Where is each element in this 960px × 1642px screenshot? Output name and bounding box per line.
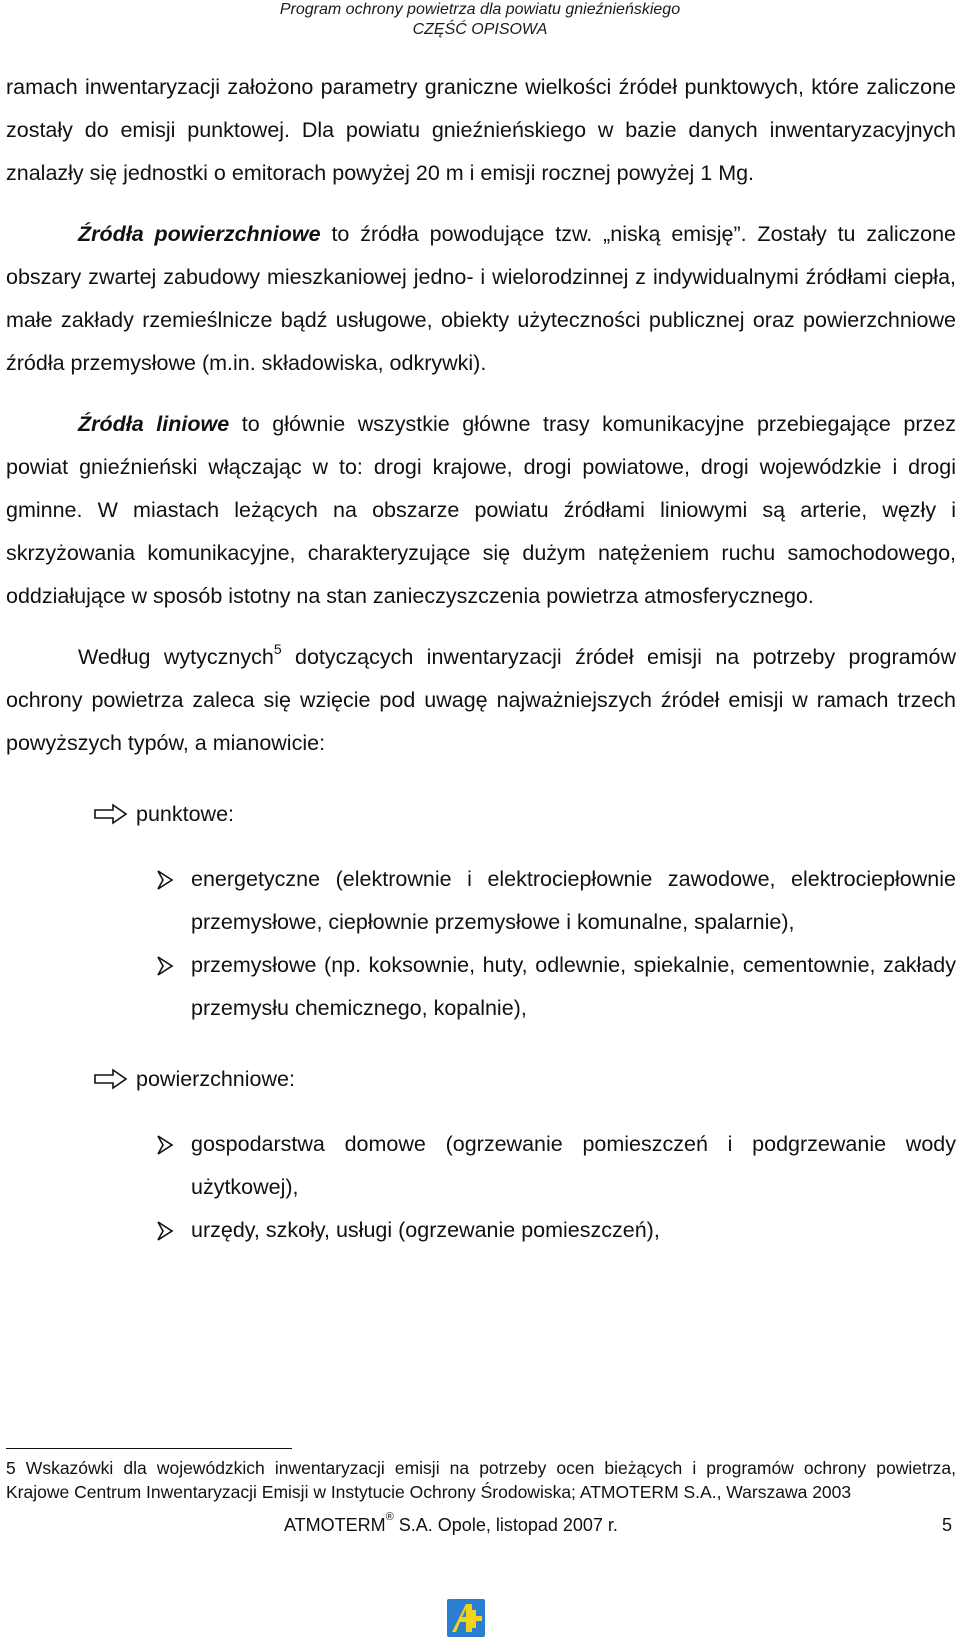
chevron-bullet-icon [156,1135,174,1155]
list-item: przemysłowe (np. koksownie, huty, odlewnie, spiekalnie, cementownie, zakłady przemysłu chemicznego, kopalnie), [6,944,956,1030]
term-area-sources: Źródła powierzchniowe [78,222,321,246]
paragraph-guidelines: Według wytycznych$^5$ dotyczących inwentaryzacji źródeł emisji na potrzeby programów ochrony powietrza zaleca się wzięcie pod uwagę najważniejszych źródeł emisji w ramach trzech powyższych typów, a mianowicie: [6,640,957,755]
header-subtitle: CZĘŚĆ OPISOWA [412,21,548,38]
footnote: 5 Wskazówki dla wojewódzkich inwentaryzacji emisji na potrzeby ocen bieżących i programów ochrony powietrza, Krajowe Centrum Inwentaryzacji Emisji w Instytucie Ochrony Środowiska; ATMOTERM S.A., Warszawa 2003 [6,1458,956,1502]
page-number: 5 [941,1515,952,1535]
document-body [6,66,956,1252]
footnote-ref[interactable]: 5 [273,640,282,657]
outline-arrow-right-icon [94,1068,128,1090]
registered-mark: ® [385,1511,394,1523]
paragraph-line-sources: Źródła liniowe to głównie wszystkie główne trasy komunikacyjne przebiegające przez powiat gnieźnieński włączając w to: drogi krajowe, drogi powiatowe, drogi wojewódzkie i drogi gminne. W miastach leżących na obszarze powiatu źródłami liniowymi są arterie, węzły i skrzyżowania komunikacyjne, charakteryzujące się dużym natężeniem ruchu samochodowego, oddziałujące w sposób istotny na stan zanieczyszczenia powietrza atmosferycznego. [6,412,956,608]
list-item: energetyczne (elektrownie i elektrociepłownie zawodowe, elektrociepłownie przemysłowe, ciepłownie przemysłowe i komunalne, spalarnie), [6,858,956,944]
category-label: powierzchniowe: [136,1067,295,1091]
outline-arrow-right-icon [94,803,128,825]
list-category-point [6,793,956,836]
list-item: urzędy, szkoły, usługi (ogrzewanie pomieszczeń), [6,1209,956,1252]
footer-place-date: S.A. Opole, listopad 2007 r. [398,1515,618,1535]
paragraph-point-sources-end: ramach inwentaryzacji założono parametry graniczne wielkości źródeł punktowych, które zaliczone zostały do emisji punktowej. Dla powiatu gnieźnieńskiego w bazie danych inwentaryzacyjnych znalazły się jednostki o emitorach powyżej 20 m i emisji rocznej powyżej 1 Mg. [6,75,956,185]
atmoterm-logo-icon [446,1598,486,1638]
page-header [0,0,960,44]
company-name: ATMOTERM [284,1515,386,1535]
header-title: Program ochrony powietrza dla powiatu gnieźnieńskiego [279,1,681,18]
footnote-divider [6,1448,292,1449]
category-label: punktowe: [136,802,235,826]
chevron-bullet-icon [156,870,174,890]
term-line-sources-2: liniowe [156,412,230,436]
term-line-sources-1: Źródła [78,412,144,436]
chevron-bullet-icon [156,1221,174,1241]
paragraph-area-sources: Źródła powierzchniowe to źródła powodujące tzw. „niską emisję”. Zostały tu zaliczone obszary zwartej zabudowy mieszkaniowej jedno- i wielorodzinnej z indywidualnymi źródłami ciepła, małe zakłady rzemieślnicze bądź usługowe, obiekty użyteczności publicznej oraz powierzchniowe źródła przemysłowe (m.in. składowiska, odkrywki). [6,222,956,375]
list-category-area [6,1058,956,1101]
chevron-bullet-icon [156,956,174,976]
list-item: gospodarstwa domowe (ogrzewanie pomieszczeń i podgrzewanie wody użytkowej), [6,1123,956,1209]
footer-company [284,1510,618,1540]
